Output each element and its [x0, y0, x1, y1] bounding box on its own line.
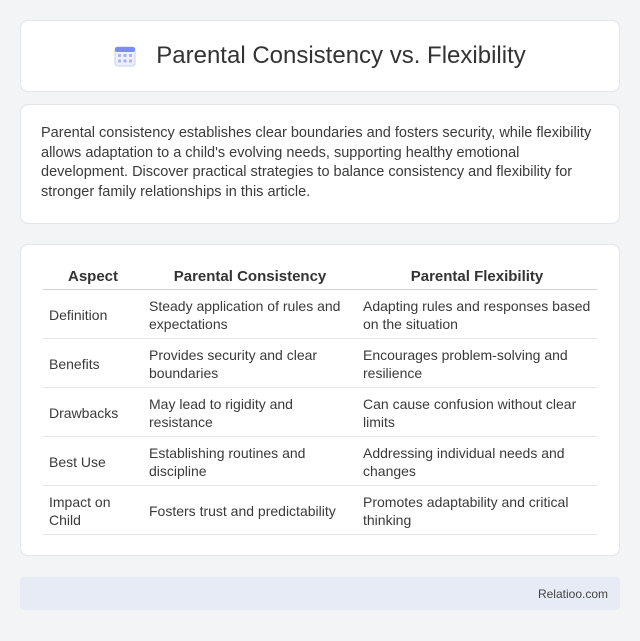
table-cell: Fosters trust and predictability: [143, 486, 357, 535]
table-cell: Impact on Child: [43, 486, 143, 535]
page-title: Parental Consistency vs. Flexibility: [156, 42, 526, 69]
title-card: [20, 20, 620, 92]
table-card: [20, 244, 620, 556]
column-header: Parental Flexibility: [357, 265, 597, 290]
calendar-icon: [114, 45, 136, 67]
table-row: [43, 339, 597, 388]
table-row: [43, 437, 597, 486]
table-cell: Benefits: [43, 339, 143, 388]
footer-brand: Relatioo.com: [537, 586, 608, 601]
footer: [20, 577, 620, 610]
table-cell: Can cause confusion without clear limits: [357, 388, 597, 437]
table-cell: Addressing individual needs and changes: [357, 437, 597, 486]
table-row: [43, 290, 597, 339]
table-cell: Definition: [43, 290, 143, 339]
table-row: [43, 388, 597, 437]
comparison-table: [43, 265, 597, 535]
table-cell: Drawbacks: [43, 388, 143, 437]
table-cell: Provides security and clear boundaries: [143, 339, 357, 388]
table-cell: May lead to rigidity and resistance: [143, 388, 357, 437]
table-cell: Promotes adaptability and critical thinking: [357, 486, 597, 535]
table-cell: Steady application of rules and expectations: [143, 290, 357, 339]
table-cell: Best Use: [43, 437, 143, 486]
table-cell: Encourages problem-solving and resilience: [357, 339, 597, 388]
table-header-row: [43, 265, 597, 290]
table-cell: Adapting rules and responses based on the situation: [357, 290, 597, 339]
intro-card: [20, 104, 620, 224]
column-header: Aspect: [43, 265, 143, 290]
column-header: Parental Consistency: [143, 265, 357, 290]
table-cell: Establishing routines and discipline: [143, 437, 357, 486]
table-row: [43, 486, 597, 535]
intro-text: Parental consistency establishes clear boundaries and fosters security, while flexibility allows adaptation to a child's evolving needs, supporting healthy emotional development. Discover practical strategies to balance consistency and flexibility for stronger family relationships in this article.: [41, 125, 592, 200]
